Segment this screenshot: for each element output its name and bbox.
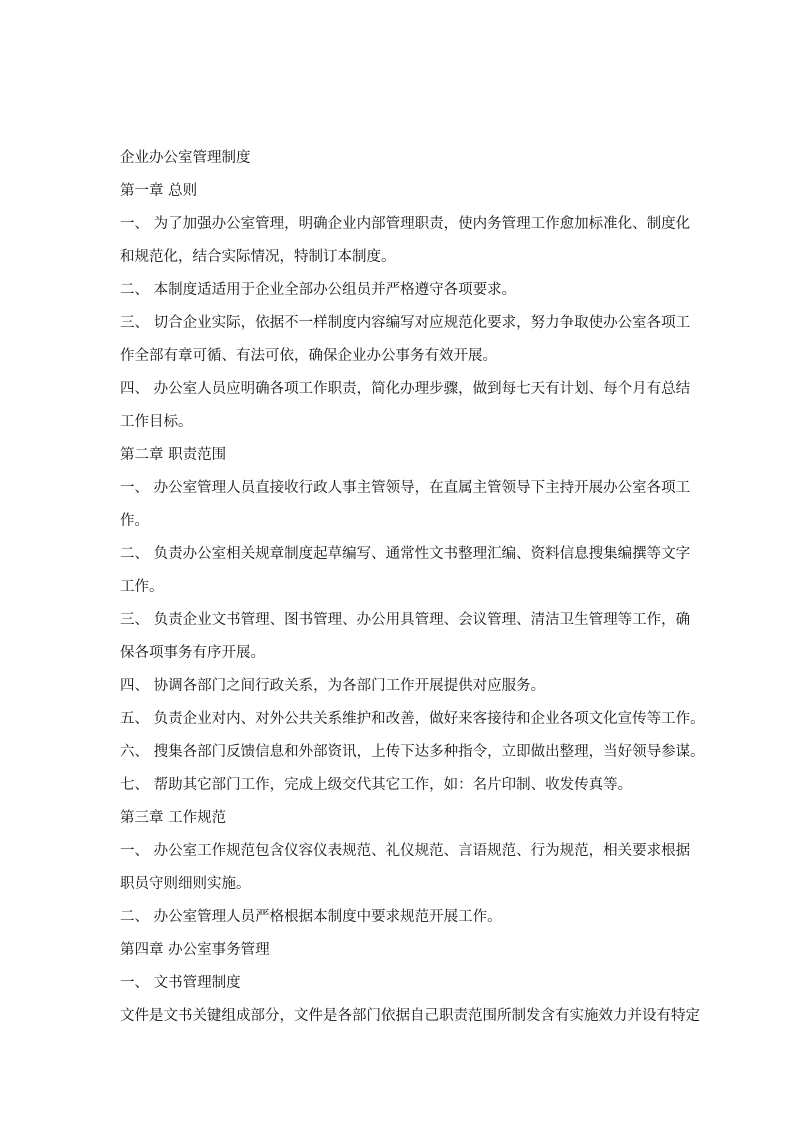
text-line: 四、 办公室人员应明确各项工作职责，简化办理步骤，做到每七天有计划、每个月有总结 bbox=[120, 381, 691, 397]
text-line: 五、 负责企业对内、对外公共关系维护和改善，做好来客接待和企业各项文化宣传等工作。 bbox=[120, 711, 705, 727]
text-line: 四、 协调各部门之间行政关系，为各部门工作开展提供对应服务。 bbox=[120, 678, 546, 694]
text-line: 作全部有章可循、有法可依，确保企业办公事务有效开展。 bbox=[120, 348, 497, 364]
text-line: 二、 本制度适适用于企业全部办公组员并严格遵守各项要求。 bbox=[120, 282, 517, 298]
text-line: 职员守则细则实施。 bbox=[120, 876, 251, 892]
text-line: 三、 负责企业文书管理、图书管理、办公用具管理、会议管理、清洁卫生管理等工作，确 bbox=[120, 612, 691, 628]
text-line: 工作。 bbox=[120, 579, 164, 595]
document-body bbox=[120, 142, 705, 1033]
document-title: 企业办公室管理制度 bbox=[120, 150, 251, 166]
text-line: 保各项事务有序开展。 bbox=[120, 645, 265, 661]
text-line: 一、 办公室工作规范包含仪容仪表规范、礼仪规范、言语规范、行为规范，相关要求根据 bbox=[120, 843, 691, 859]
text-line: 和规范化，结合实际情况，特制订本制度。 bbox=[120, 249, 396, 265]
text-line: 三、 切合企业实际，依据不一样制度内容编写对应规范化要求，努力争取使办公室各项工 bbox=[120, 315, 691, 331]
text-line: 一、 办公室管理人员直接收行政人事主管领导，在直属主管领导下主持开展办公室各项工 bbox=[120, 480, 691, 496]
text-line: 二、 办公室管理人员严格根据本制度中要求规范开展工作。 bbox=[120, 909, 502, 925]
text-line: 工作目标。 bbox=[120, 414, 193, 430]
text-line: 文件是文书关键组成部分，文件是各部门依据自己职责范围所制发含有实施效力并设有特定 bbox=[120, 1008, 700, 1024]
chapter-heading: 第三章 工作规范 bbox=[120, 810, 227, 826]
text-line: 七、 帮助其它部门工作，完成上级交代其它工作，如：名片印制、收发传真等。 bbox=[120, 777, 633, 793]
chapter-heading: 第二章 职责范围 bbox=[120, 447, 227, 463]
text-line: 六、 搜集各部门反馈信息和外部资讯，上传下达多种指令，立即做出整理，当好领导参谋。 bbox=[120, 744, 705, 760]
chapter-heading: 第四章 办公室事务管理 bbox=[120, 942, 270, 958]
section-heading: 一、 文书管理制度 bbox=[120, 975, 241, 991]
text-line: 一、 为了加强办公室管理，明确企业内部管理职责，使内务管理工作愈加标准化、制度化 bbox=[120, 216, 691, 232]
chapter-heading: 第一章 总则 bbox=[120, 183, 198, 199]
text-line: 二、 负责办公室相关规章制度起草编写、通常性文书整理汇编、资料信息搜集编撰等文字 bbox=[120, 546, 691, 562]
text-line: 作。 bbox=[120, 513, 149, 529]
